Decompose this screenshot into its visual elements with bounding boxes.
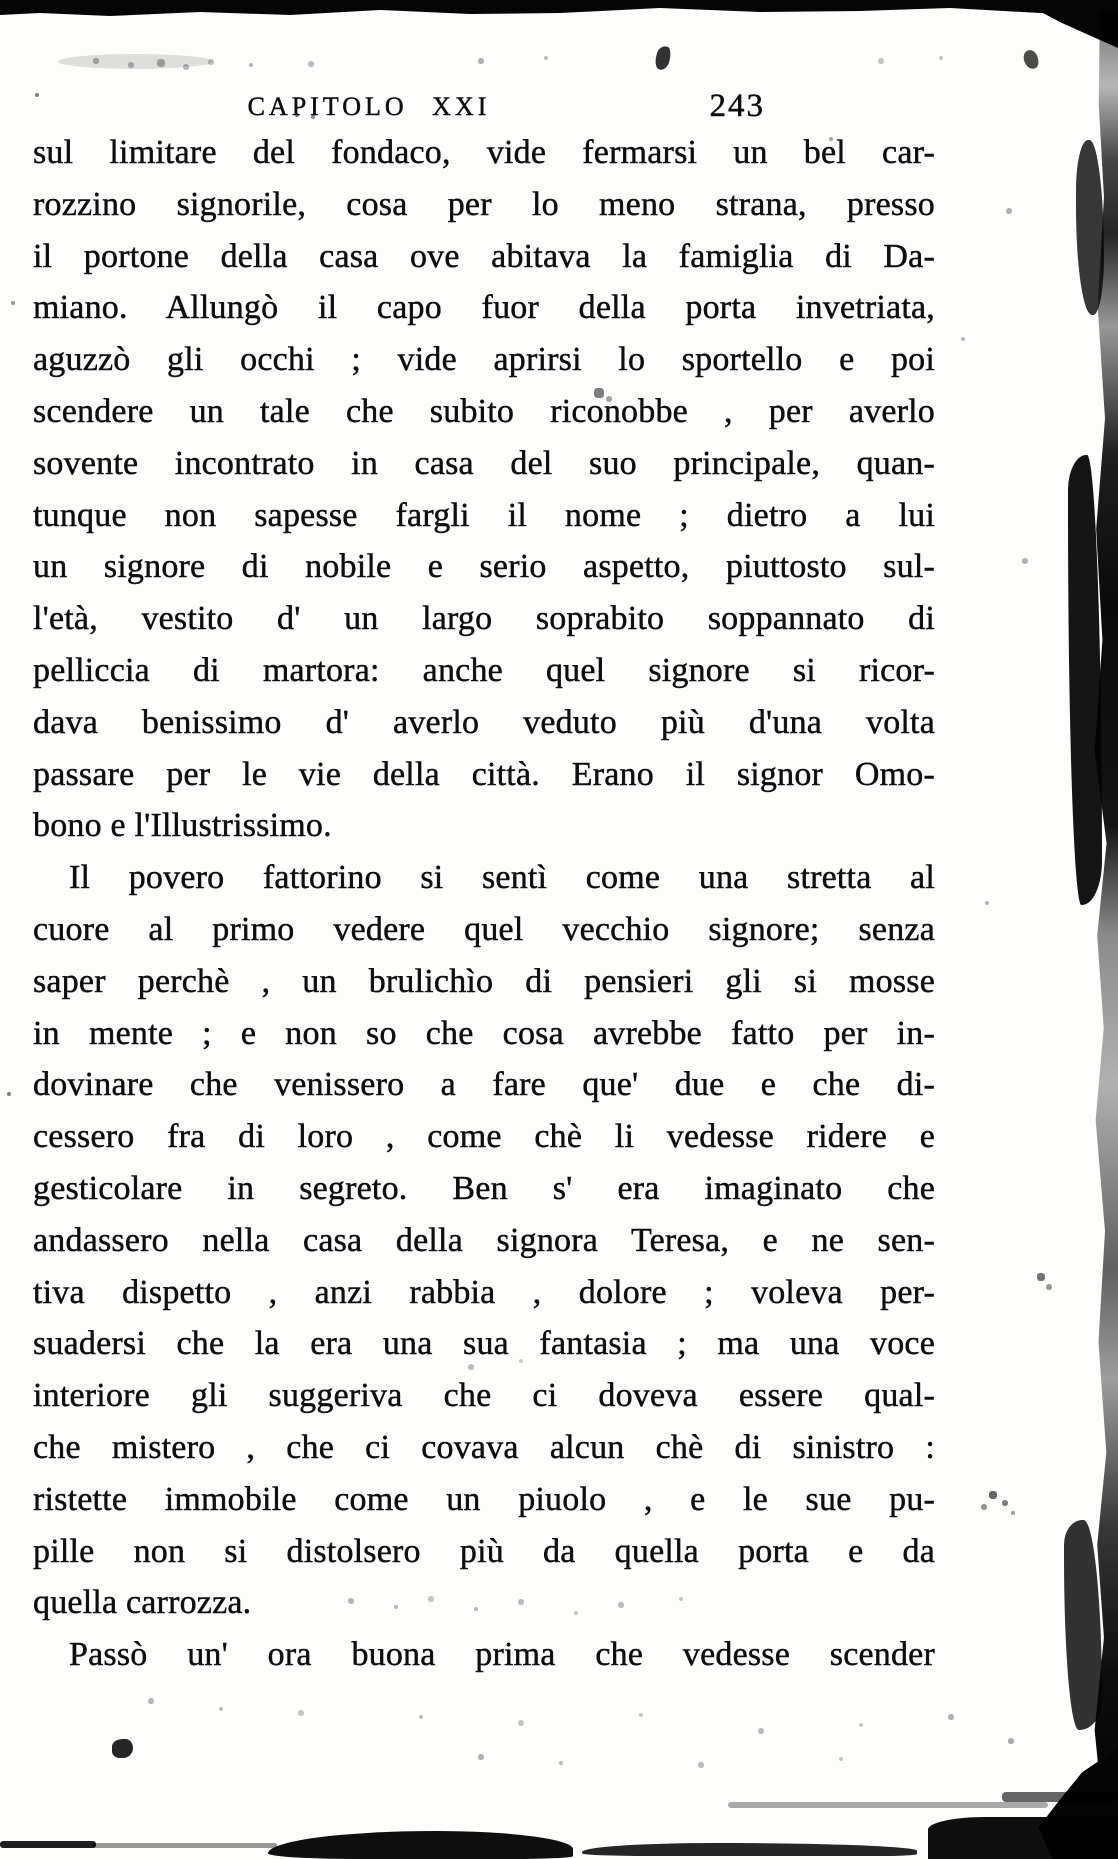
text-line: che mistero , che ci covava alcun chè di sinistro :	[33, 1428, 935, 1466]
text-line: pille non si distolsero più da quella porta e da	[33, 1532, 935, 1570]
text-line: il portone della casa ove abitava la famiglia di Da-	[33, 237, 935, 275]
text-line: rozzino signorile, cosa per lo meno strana, presso	[33, 185, 935, 223]
scan-bottom-streak	[728, 1802, 1048, 1808]
ink-blotch	[653, 45, 672, 72]
text-line: gesticolare in segreto. Ben s' era imaginato che	[33, 1169, 935, 1207]
text-line: passare per le vie della città. Erano il signor Omo-	[33, 755, 935, 793]
chapter-title: CAPITOLO XXI	[247, 92, 491, 121]
text-line: interiore gli suggeriva che ci doveva essere qual-	[33, 1377, 935, 1415]
scan-right-blob	[1064, 1520, 1102, 1730]
text-line-paragraph-start: Passò un' ora buona prima che vedesse scender	[69, 1636, 935, 1674]
text-line: in mente ; e non so che cosa avrebbe fatto per in-	[33, 1014, 935, 1052]
text-line: tiva dispetto , anzi rabbia , dolore ; voleva per-	[33, 1273, 935, 1311]
text-line: un signore di nobile e serio aspetto, piuttosto sul-	[33, 548, 935, 586]
ink-smudge	[58, 54, 213, 69]
text-line: scendere un tale che subito riconobbe , per averlo	[33, 392, 935, 430]
text-line: andassero nella casa della signora Teresa, e ne sen-	[33, 1221, 935, 1259]
page-number: 243	[709, 88, 765, 124]
ink-blotch	[1022, 49, 1039, 70]
scan-bottom-edge-artifact	[928, 1817, 1118, 1859]
scan-bottom-streak	[1002, 1792, 1118, 1802]
text-line-paragraph-end: quella carrozza.	[33, 1584, 252, 1622]
text-line: tunque non sapesse fargli il nome ; dietro a lui	[33, 496, 935, 534]
text-line: l'età, vestito d' un largo soprabito soppannato di	[33, 600, 935, 638]
text-line: miano. Allungò il capo fuor della porta invetriata,	[33, 289, 935, 327]
text-line: ristette immobile come un piuolo , e le sue pu-	[33, 1480, 935, 1518]
text-line: dava benissimo d' averlo veduto più d'una volta	[33, 703, 935, 741]
text-line: saper perchè , un brulichìo di pensieri gli si mosse	[33, 962, 935, 1000]
text-line: dovinare che venissero a fare que' due e che di-	[33, 1066, 935, 1104]
text-line: pelliccia di martora: anche quel signore si ricor-	[33, 651, 935, 689]
text-line: suadersi che la era una sua fantasia ; ma una voce	[33, 1325, 935, 1363]
text-line: cessero fra di loro , come chè li vedesse ridere e	[33, 1118, 935, 1156]
body-text	[33, 127, 935, 1681]
text-line-paragraph-start: Il povero fattorino si sentì come una stretta al	[69, 859, 935, 897]
ink-blotch	[112, 1739, 133, 1758]
page-header	[33, 88, 765, 128]
text-line-paragraph-end: bono e l'Illustrissimo.	[33, 807, 332, 845]
text-line: cuore al primo vedere quel vecchio signore; senza	[33, 910, 935, 948]
scan-top-edge-artifact	[0, 0, 1118, 18]
scan-bottom-edge-artifact	[582, 1843, 917, 1856]
scan-bottom-edge-artifact	[92, 1843, 277, 1848]
scan-bottom-edge-artifact	[0, 1841, 96, 1848]
scan-right-blob	[1076, 140, 1104, 315]
text-line: aguzzò gli occhi ; vide aprirsi lo sportello e poi	[33, 341, 935, 379]
text-line: sul limitare del fondaco, vide fermarsi un bel car-	[33, 134, 935, 171]
text-line: sovente incontrato in casa del suo principale, quan-	[33, 444, 935, 482]
ink-specks	[0, 0, 2, 2]
scan-bottom-edge-artifact	[268, 1831, 573, 1859]
